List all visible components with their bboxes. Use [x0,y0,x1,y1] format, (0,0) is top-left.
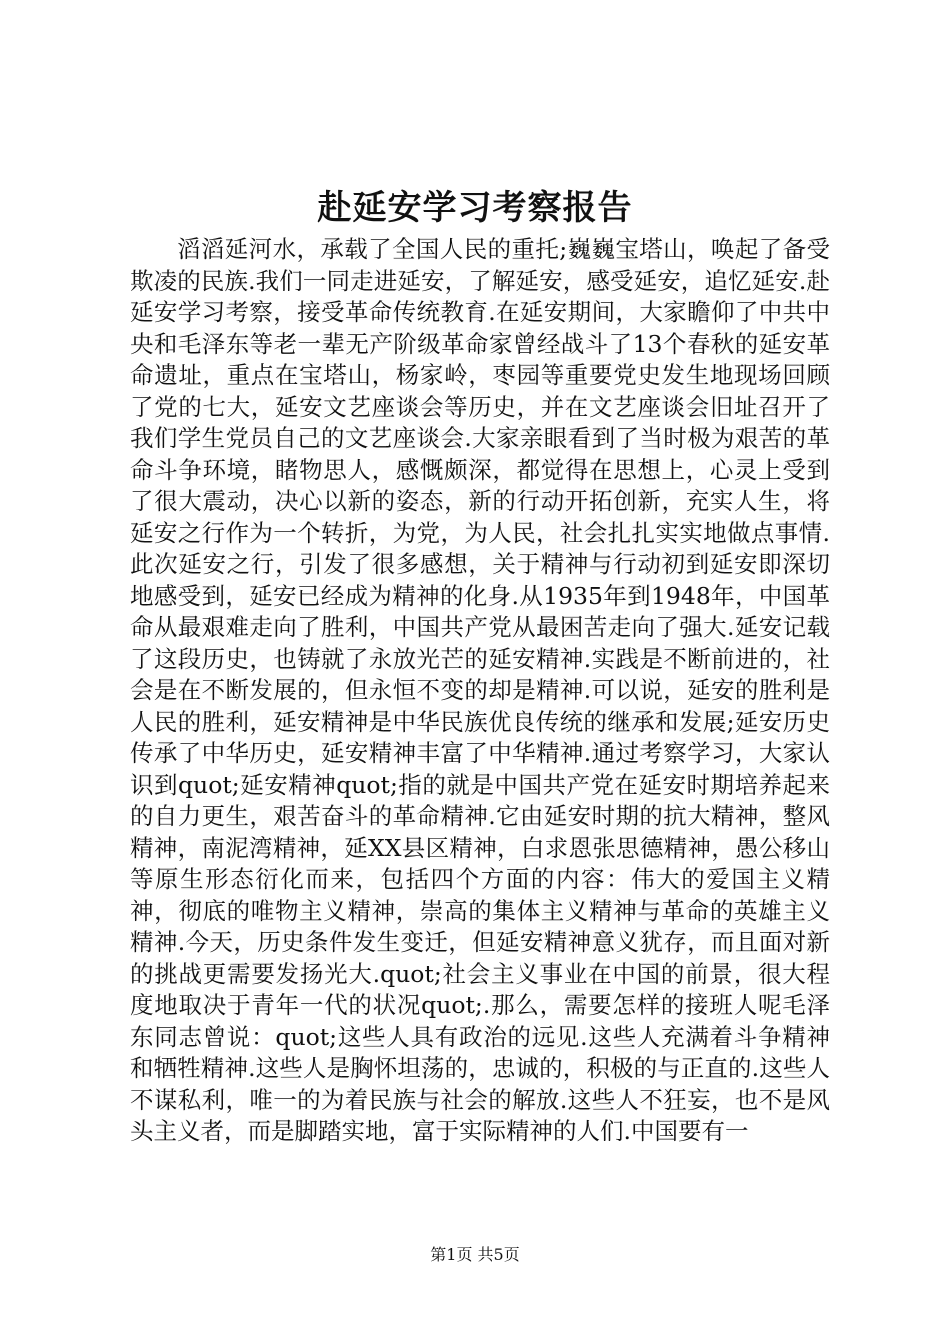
document-title: 赴延安学习考察报告 [317,188,633,228]
page-footer: 第1页 共5页 [430,1245,520,1264]
body-paragraph: 滔滔延河水，承载了全国人民的重托;巍巍宝塔山，唤起了备受欺凌的民族.我们一同走进延安，了解延安，感受延安，追忆延安.赴延安学习考察，接受革命传统教育.在延安期间，大家瞻仰了中共中央和毛泽东等老一辈无产阶级革命家曾经战斗了13个春秋的延安革命遗址，重点在宝塔山，杨家岭，枣园等重要党史发生地现场回顾了党的七大，延安文艺座谈会等历史，并在文艺座谈会旧址召开了我们学生党员自己的文艺座谈会.大家亲眼看到了当时极为艰苦的革命斗争环境，睹物思人，感慨颇深，都觉得在思想上，心灵上受到了很大震动，决心以新的姿态，新的行动开拓创新，充实人生，将延安之行作为一个转折，为党，为人民，社会扎扎实实地做点事情.此次延安之行，引发了很多感想，关于精神与行动初到延安即深切地感受到，延安已经成为精神的化身.从1935年到1948年，中国革命从最艰难走向了胜利，中国共产党从最困苦走向了强大.延安记载了这段历史，也铸就了永放光芒的延安精神.实践是不断前进的，社会是在不断发展的，但永恒不变的却是精神.可以说，延安的胜利是人民的胜利，延安精神是中华民族优良传统的继承和发展;延安历史传承了中华历史，延安精神丰富了中华精神.通过考察学习，大家认识到quot;延安精神quot;指的就是中国共产党在延安时期培养起来的自力更生，艰苦奋斗的革命精神.它由延安时期的抗大精神，整风精神，南泥湾精神，延XX县区精神，白求恩张思德精神，愚公移山等原生形态衍化而来，包括四个方面的内容：伟大的爱国主义精神，彻底的唯物主义精神，崇高的集体主义精神与革命的英雄主义精神.今天，历史条件发生变迁，但延安精神意义犹存，而且面对新的挑战更需要发扬光大.quot;社会主义事业在中国的前景，很大程度地取决于青年一代的状况quot;.那么，需要怎样的接班人呢毛泽东同志曾说：quot;这些人具有政治的远见.这些人充满着斗争精神和牺牲精神.这些人是胸怀坦荡的，忠诚的，积极的与正直的.这些人不谋私利，唯一的为着民族与社会的解放.这些人不狂妄，也不是风头主义者，而是脚踏实地，富于实际精神的人们.中国要有一 [130,235,830,1145]
